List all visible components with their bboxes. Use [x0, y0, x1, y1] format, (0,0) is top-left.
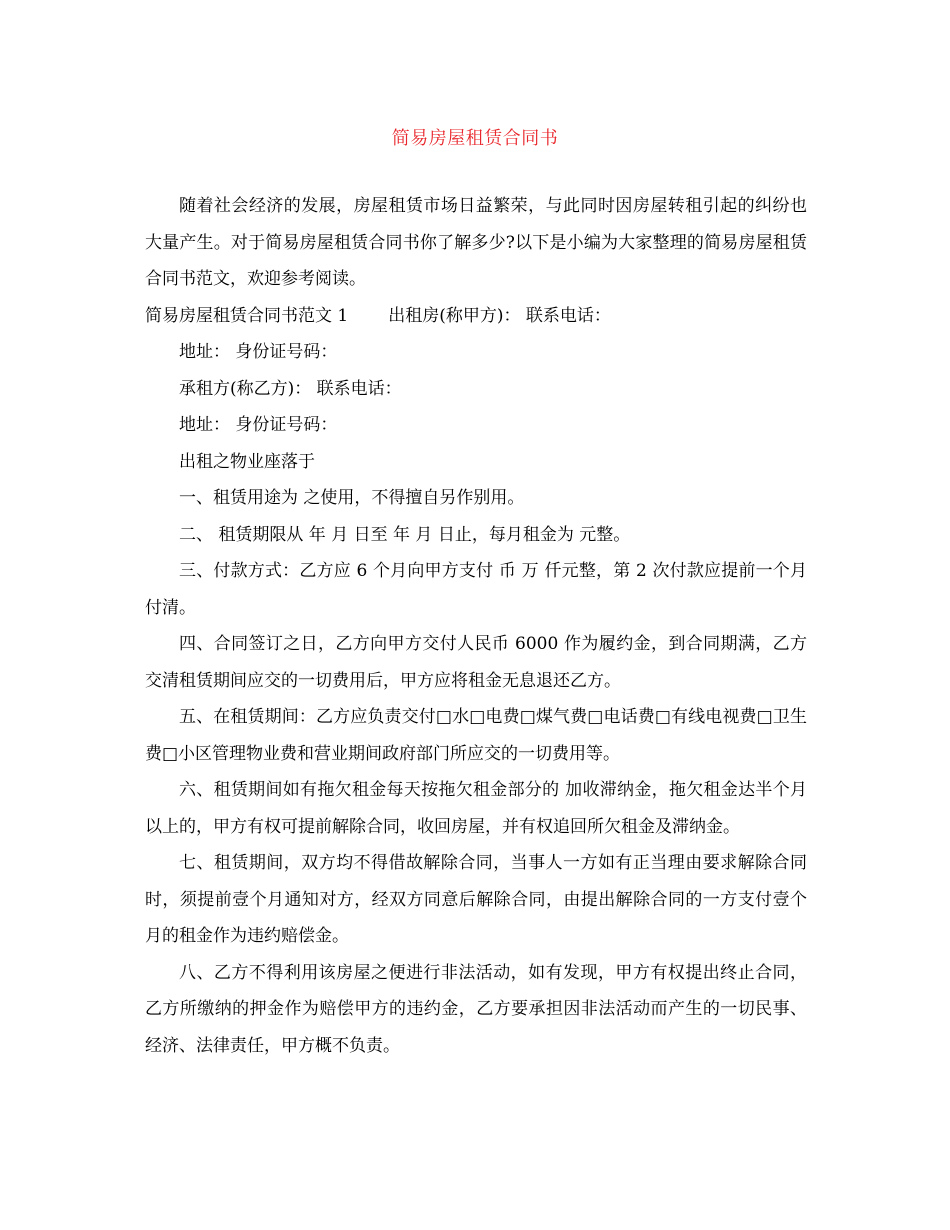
section-heading: 简易房屋租赁合同书范文 1: [145, 305, 349, 326]
document-title: 简易房屋租赁合同书: [391, 128, 559, 149]
section-heading-line: [145, 298, 807, 335]
clause-8: 八、乙方不得利用该房屋之便进行非法活动，如有发现，甲方有权提出终止合同，乙方所缴纳的押金作为赔偿甲方的违约金，乙方要承担因非法活动而产生的一切民事、经济、法律责任，甲方概不负责。: [145, 962, 807, 1056]
document-body: [145, 188, 807, 1064]
clause-2: 二、 租赁期限从 年 月 日至 年 月 日止，每月租金为 元整。: [179, 524, 631, 545]
intro-paragraph: 随着社会经济的发展，房屋租赁市场日益繁荣，与此同时因房屋转租引起的纠纷也大量产生。对于简易房屋租赁合同书你了解多少?以下是小编为大家整理的简易房屋租赁合同书范文，欢迎参考阅读。: [145, 196, 807, 289]
lessee-address: 地址： 身份证号码：: [179, 415, 338, 435]
clause-6: 六、租赁期间如有拖欠租金每天按拖欠租金部分的 加收滞纳金，拖欠租金达半个月以上的，甲方有权可提前解除合同，收回房屋，并有权追回所欠租金及滞纳金。: [145, 780, 807, 837]
clause-1: 一、租赁用途为 之使用，不得擅自另作别用。: [179, 488, 525, 508]
lessee-line: 承租方(称乙方)： 联系电话：: [179, 378, 402, 399]
clause-5: 五、在租赁期间：乙方应负责交付□水□电费□煤气费□电话费□有线电视费□卫生费□小区管理物业费和营业期间政府部门所应交的一切费用等。: [145, 707, 807, 764]
lessor-line: 出租房(称甲方)： 联系电话：: [388, 305, 611, 326]
property-location: 出租之物业座落于: [179, 451, 315, 472]
clause-4: 四、合同签订之日，乙方向甲方交付人民币 6000 作为履约金，到合同期满，乙方交清租赁期间应交的一切费用后，甲方应将租金无息退还乙方。: [145, 634, 807, 691]
clause-7: 七、租赁期间，双方均不得借故解除合同，当事人一方如有正当理由要求解除合同时，须提前壹个月通知对方，经双方同意后解除合同，由提出解除合同的一方支付壹个月的租金作为违约赔偿金。: [145, 853, 807, 946]
clause-3: 三、付款方式：乙方应 6 个月向甲方支付 币 万 仟元整，第 2 次付款应提前一个月付清。: [145, 561, 807, 618]
lessor-address: 地址： 身份证号码：: [179, 342, 338, 362]
